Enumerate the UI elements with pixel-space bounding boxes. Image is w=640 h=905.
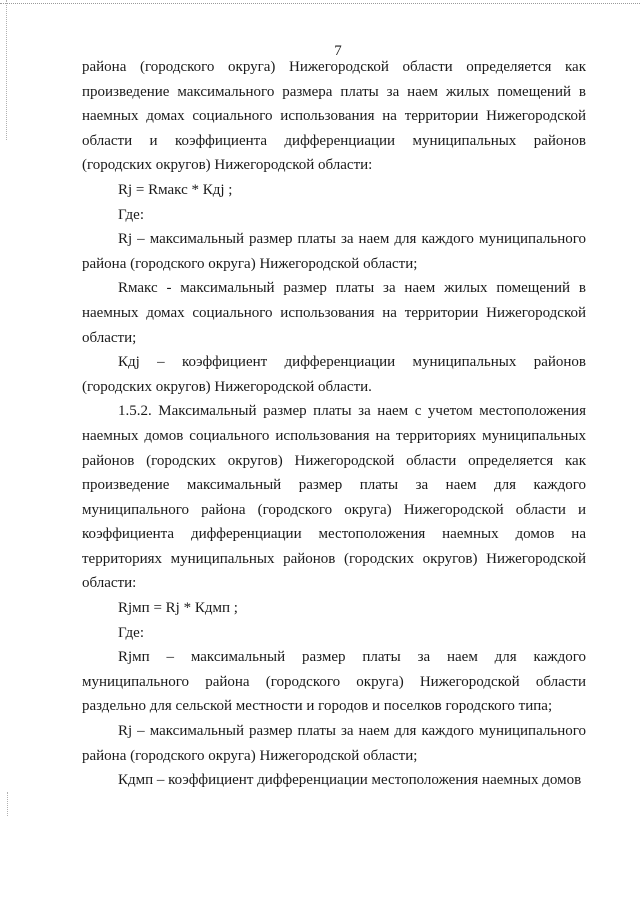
definition-rmaks: Rмакс - максимальный размер платы за наем жилых помещений в наемных домах социального использования на территории Нижегородской области; bbox=[82, 280, 586, 346]
scan-margin-mark bbox=[7, 792, 8, 816]
paragraph-1: района (городского округа) Нижегородской области определяется как произведение максимального размера платы за наем жилых помещений в наемных домах социального использования на территории Нижегородской области и коэффициента дифференциации муниципальных районов (городских округов) Нижегородской области: bbox=[82, 59, 586, 174]
formula-rj: Rj = Rмакс * Кдj ; bbox=[118, 181, 233, 198]
definition-rj-1: Rj – максимальный размер платы за наем для каждого муниципального района (городского округа) Нижегородской области; bbox=[82, 231, 586, 272]
scan-top-border bbox=[0, 3, 640, 4]
formula-rjmp: Rjмп = Rj * Кдмп ; bbox=[118, 600, 238, 617]
definition-rj-2: Rj – максимальный размер платы за наем для каждого муниципального района (городского округа) Нижегородской области; bbox=[82, 723, 586, 764]
page-number: 7 bbox=[334, 43, 342, 59]
definition-rjmp: Rjмп – максимальный размер платы за наем для каждого муниципального района (городского округа) Нижегородской области раздельно для сельской местности и городов и поселков городского типа; bbox=[82, 649, 586, 715]
paragraph-1-5-2: 1.5.2. Максимальный размер платы за наем с учетом местоположения наемных домов социального использования на территориях муниципальных районов (городских округов) Нижегородской области определяется как произведение максимальный размер платы за наем для каждого муниципального района (городского округа) Нижегородской области и коэффициента дифференциации местоположения наемных домов на территориях муниципальных районов (городских округов) Нижегородской области: bbox=[82, 403, 586, 592]
scan-left-border bbox=[6, 0, 7, 140]
definition-kdmp: Кдмп – коэффициент дифференциации местоположения наемных домов bbox=[118, 772, 582, 789]
definition-kdj: Кдj – коэффициент дифференциации муниципальных районов (городских округов) Нижегородской области. bbox=[82, 354, 586, 395]
where-label-1: Где: bbox=[118, 206, 145, 223]
where-label-2: Где: bbox=[118, 624, 145, 641]
document-body bbox=[82, 55, 586, 793]
